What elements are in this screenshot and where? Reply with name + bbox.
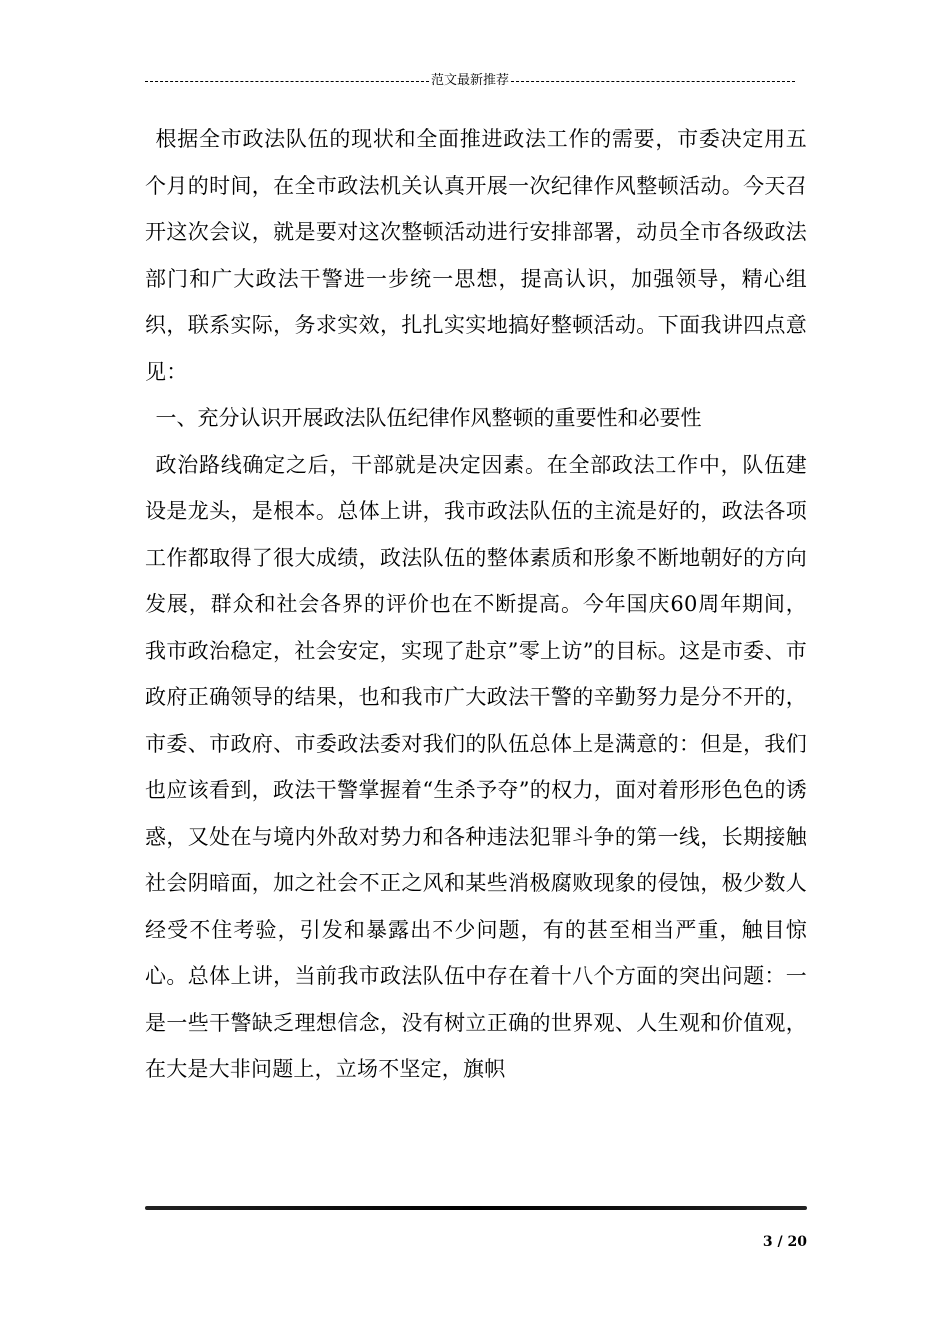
section-heading-1: 一、充分认识开展政法队伍纪律作风整顿的重要性和必要性 xyxy=(155,406,702,430)
body-paragraph-2: 政治路线确定之后，干部就是决定因素。在全部政法工作中，队伍建设是龙头，是根本。总体上讲，我市政法队伍的主流是好的，政法各项工作都取得了很大成绩，政法队伍的整体素质和形象不断地朝好的方向发展，群众和社会各界的评价也在不断提高。今年国庆60周年期间，我市政治稳定，社会安定，实现了赴京”零上访”的目标。这是市委、市政府正确领导的结果，也和我市广大政法干警的辛勤努力是分不开的，市委、市政府、市委政法委对我们的队伍总体上是满意的：但是，我们也应该看到，政法干警掌握着“生杀予夺”的权力，面对着形形色色的诱惑，又处在与境内外敌对势力和各种违法犯罪斗争的第一线，长期接触社会阴暗面，加之社会不正之风和某些消极腐败现象的侵蚀，极少数人经受不住考验，引发和暴露出不少问题，有的甚至相当严重，触目惊心。总体上讲，当前我市政法队伍中存在着十八个方面的突出问题：一是一些干警缺乏理想信念，没有树立正确的世界观、人生观和价值观，在大是大非问题上，立场不坚定，旗帜 xyxy=(145,452,807,1081)
body-paragraph-1: 根据全市政法队伍的现状和全面推进政法工作的需要，市委决定用五个月的时间，在全市政法机关认真开展一次纪律作风整顿活动。今天召开这次会议，就是要对这次整顿活动进行安排部署，动员全市各级政法部门和广大政法干警进一步统一思想，提高认识，加强领导，精心组织，联系实际，务求实效，扎扎实实地搞好整顿活动。下面我讲四点意见： xyxy=(145,127,807,384)
header-dashes-left xyxy=(145,81,429,82)
document-body xyxy=(145,116,807,1093)
page-header xyxy=(145,70,795,92)
footer-divider xyxy=(145,1206,807,1210)
header-dashes-right xyxy=(511,81,795,82)
page-number: 3 / 20 xyxy=(762,1234,807,1250)
header-label: 范文最新推荐 xyxy=(431,73,510,88)
